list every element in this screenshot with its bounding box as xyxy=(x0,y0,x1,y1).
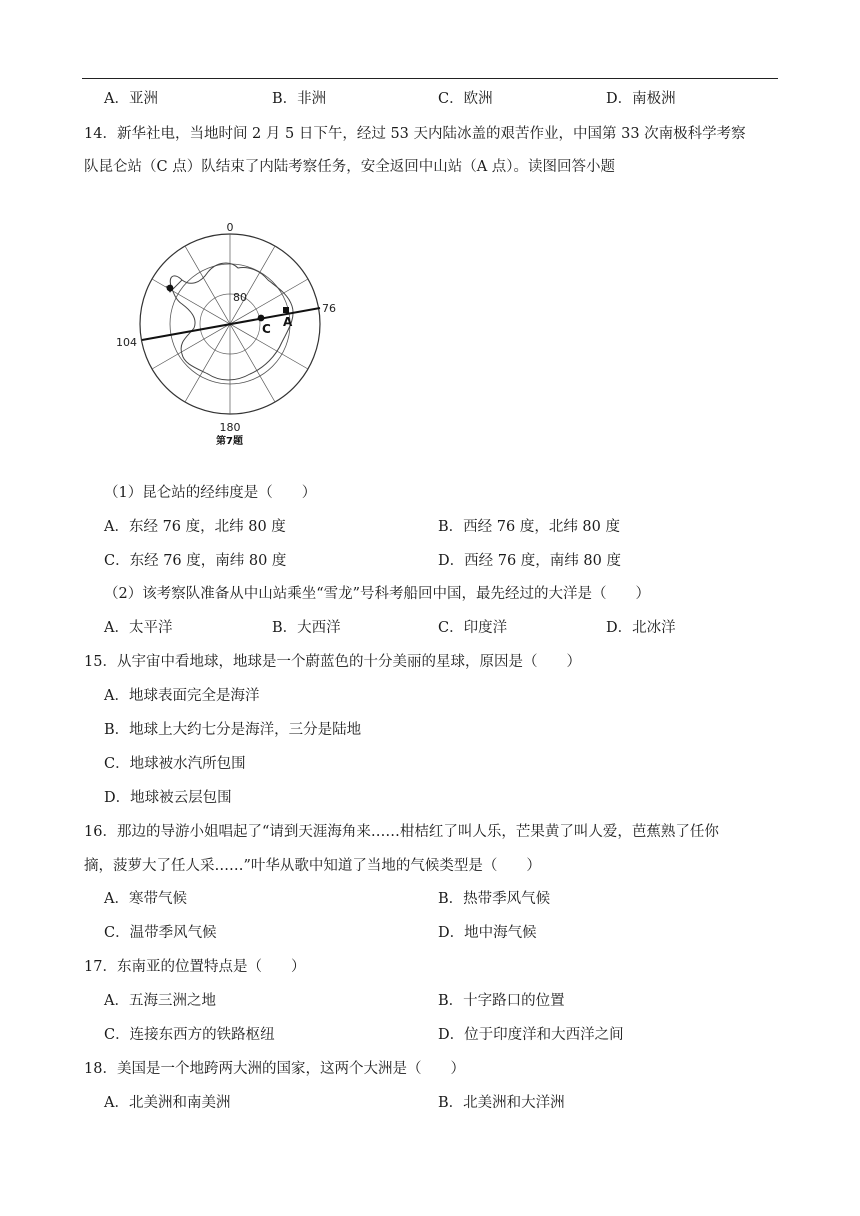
q14-sub1-option-a[interactable]: A．东经 76 度，北纬 80 度 xyxy=(104,519,286,535)
polar-map-svg xyxy=(112,214,352,450)
point-c-dot xyxy=(258,315,265,322)
q14-stem-line1: 14．新华社电，当地时间 2 月 5 日下午，经过 53 天内陆冰盖的艰苦作业，中国第 33 次南极科学考察 xyxy=(84,126,746,142)
q18-stem: 18．美国是一个地跨两大洲的国家，这两个大洲是（ ） xyxy=(84,1061,465,1077)
q17-option-c[interactable]: C．连接东西方的铁路枢纽 xyxy=(104,1027,275,1043)
label-76: 76 xyxy=(322,302,336,315)
label-104: 104 xyxy=(116,336,137,349)
q16-option-c[interactable]: C．温带季风气候 xyxy=(104,925,217,941)
q16-option-d[interactable]: D．地中海气候 xyxy=(438,925,537,941)
q17-option-d[interactable]: D．位于印度洋和大西洋之间 xyxy=(438,1027,624,1043)
q18-option-a[interactable]: A．北美洲和南美洲 xyxy=(104,1095,231,1111)
q13-option-b[interactable]: B．非洲 xyxy=(272,91,327,107)
q14-sub2-option-b[interactable]: B．大西洋 xyxy=(272,620,341,636)
q13-option-c[interactable]: C．欧洲 xyxy=(438,91,493,107)
q14-sub2-prompt: （2）该考察队准备从中山站乘坐“雪龙”号科考船回中国，最先经过的大洋是（ ） xyxy=(104,586,651,602)
q15-option-b[interactable]: B．地球上大约七分是海洋，三分是陆地 xyxy=(104,722,362,738)
q15-option-d[interactable]: D．地球被云层包围 xyxy=(104,790,232,806)
label-point-a: A xyxy=(283,315,293,329)
q16-stem-line2: 摘，菠萝大了任人采……”叶华从歌中知道了当地的气候类型是（ ） xyxy=(84,858,541,874)
q14-sub1-option-c[interactable]: C．东经 76 度，南纬 80 度 xyxy=(104,553,287,569)
q14-sub2-option-d[interactable]: D．北冰洋 xyxy=(606,620,676,636)
header-rule xyxy=(82,78,778,79)
label-0: 0 xyxy=(226,221,234,234)
q14-sub2-option-c[interactable]: C．印度洋 xyxy=(438,620,508,636)
label-180: 180 xyxy=(219,421,241,434)
q14-sub1-prompt: （1）昆仑站的经纬度是（ ） xyxy=(104,485,317,501)
point-a-marker xyxy=(283,307,289,313)
q13-option-a[interactable]: A．亚洲 xyxy=(104,91,158,107)
q16-option-a[interactable]: A．寒带气候 xyxy=(104,891,187,907)
q15-stem: 15．从宇宙中看地球，地球是一个蔚蓝色的十分美丽的星球，原因是（ ） xyxy=(84,654,581,670)
peninsula-dot xyxy=(167,285,174,292)
q17-option-a[interactable]: A．五海三洲之地 xyxy=(104,993,216,1009)
meridian-104-76 xyxy=(142,308,320,340)
q14-stem-line2: 队昆仑站（C 点）队结束了内陆考察任务，安全返回中山站（A 点）。读图回答小题 xyxy=(84,159,616,175)
q16-stem-line1: 16．那边的导游小姐唱起了“请到天涯海角来……柑桔红了叫人乐，芒果黄了叫人爱，芭蕉熟了任你 xyxy=(84,824,719,840)
label-point-c: C xyxy=(262,322,271,336)
q18-option-b[interactable]: B．北美洲和大洋洲 xyxy=(438,1095,565,1111)
q14-sub1-option-d[interactable]: D．西经 76 度，南纬 80 度 xyxy=(438,553,621,569)
q15-option-c[interactable]: C．地球被水汽所包围 xyxy=(104,756,246,772)
q14-sub1-option-b[interactable]: B．西经 76 度，北纬 80 度 xyxy=(438,519,620,535)
q13-option-d[interactable]: D．南极洲 xyxy=(606,91,676,107)
q17-option-b[interactable]: B．十字路口的位置 xyxy=(438,993,565,1009)
q14-sub2-option-a[interactable]: A．太平洋 xyxy=(104,620,173,636)
label-80: 80 xyxy=(233,291,247,304)
q17-stem: 17．东南亚的位置特点是（ ） xyxy=(84,959,306,975)
antarctica-polar-map xyxy=(112,214,352,454)
figure-caption: 第7题 xyxy=(216,436,243,447)
q15-option-a[interactable]: A．地球表面完全是海洋 xyxy=(104,688,260,704)
q16-option-b[interactable]: B．热带季风气候 xyxy=(438,891,551,907)
